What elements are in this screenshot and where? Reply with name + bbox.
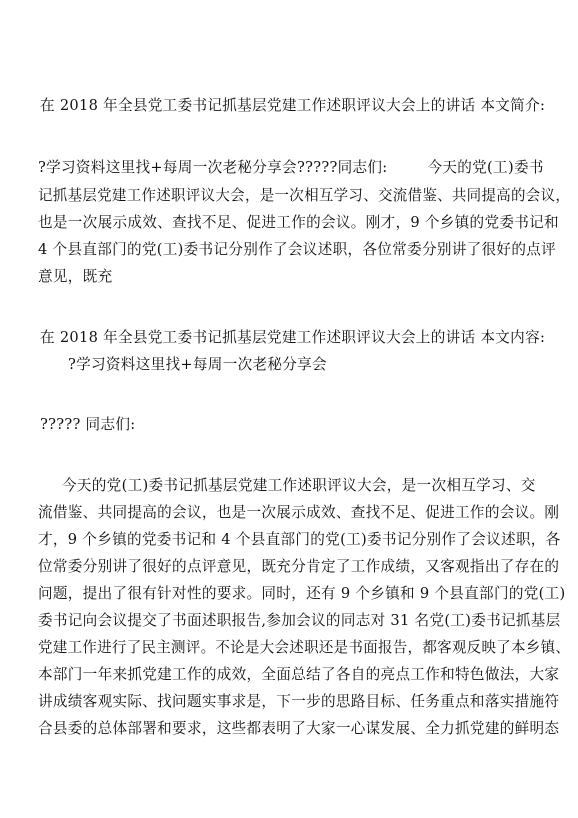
intro-summary-lead: ?学习资料这里找+每周一次老秘分享会?????同志们: [38,159,388,176]
intro-summary-first-line [38,158,544,178]
body-line: 合县委的总体部署和要求，这些都表明了大家一心谋发展、全力抓党建的鲜明态 [38,720,560,737]
body-line: 今天的党(工)委书记抓基层党建工作述职评议大会，是一次相互学习、交 [62,477,536,494]
intro-summary-line: 意见，既充 [38,268,113,285]
body-line: 问题，提出了很有针对性的要求。同时，还有 9 个乡镇和 9 个县直部门的党(工) [38,585,566,602]
body-line: 才，9 个乡镇的党委书记和 4 个县直部门的党(工)委书记分别作了会议述职，各 [38,531,561,548]
intro-summary-continuation: 今天的党(工)委书 [427,159,544,176]
body-line: 本部门一年来抓党建工作的成效，全面总结了各自的亮点工作和特色做法，大家 [38,666,560,683]
content-greeting: ????? 同志们: [40,416,136,433]
intro-summary-line: 记抓基层党建工作述职评议大会，是一次相互学习、交流借鉴、共同提高的会议， [38,187,571,204]
intro-summary-line: 也是一次展示成效、查找不足、促进工作的会议。刚才，9 个乡镇的党委书记和 [38,214,559,231]
body-line: 位常委分别讲了很好的点评意见，既充分肯定了工作成绩，又客观指出了存在的 [38,558,560,575]
body-line: 流借鉴、共同提高的会议，也是一次展示成效、查找不足、促进工作的会议。刚 [38,504,560,521]
intro-summary-line: 4 个县直部门的党(工)委书记分别作了会议述职，各位常委分别讲了很好的点评 [38,241,557,258]
content-subheading: ?学习资料这里找+每周一次老秘分享会 [68,356,327,373]
body-line: 讲成绩客观实际、找问题实事求是，下一步的思路目标、任务重点和落实措施符 [38,693,560,710]
body-line: 委书记向会议提交了书面述职报告,参加会议的同志对 31 名党(工)委书记抓基层 [38,612,561,629]
content-heading: 在 2018 年全县党工委书记抓基层党建工作述职评议大会上的讲话 本文内容: [40,329,546,346]
intro-heading: 在 2018 年全县党工委书记抓基层党建工作述职评议大会上的讲话 本文简介: [40,97,546,114]
body-line: 党建工作进行了民主测评。不论是大会述职还是书面报告，都客观反映了本乡镇、 [38,639,571,656]
